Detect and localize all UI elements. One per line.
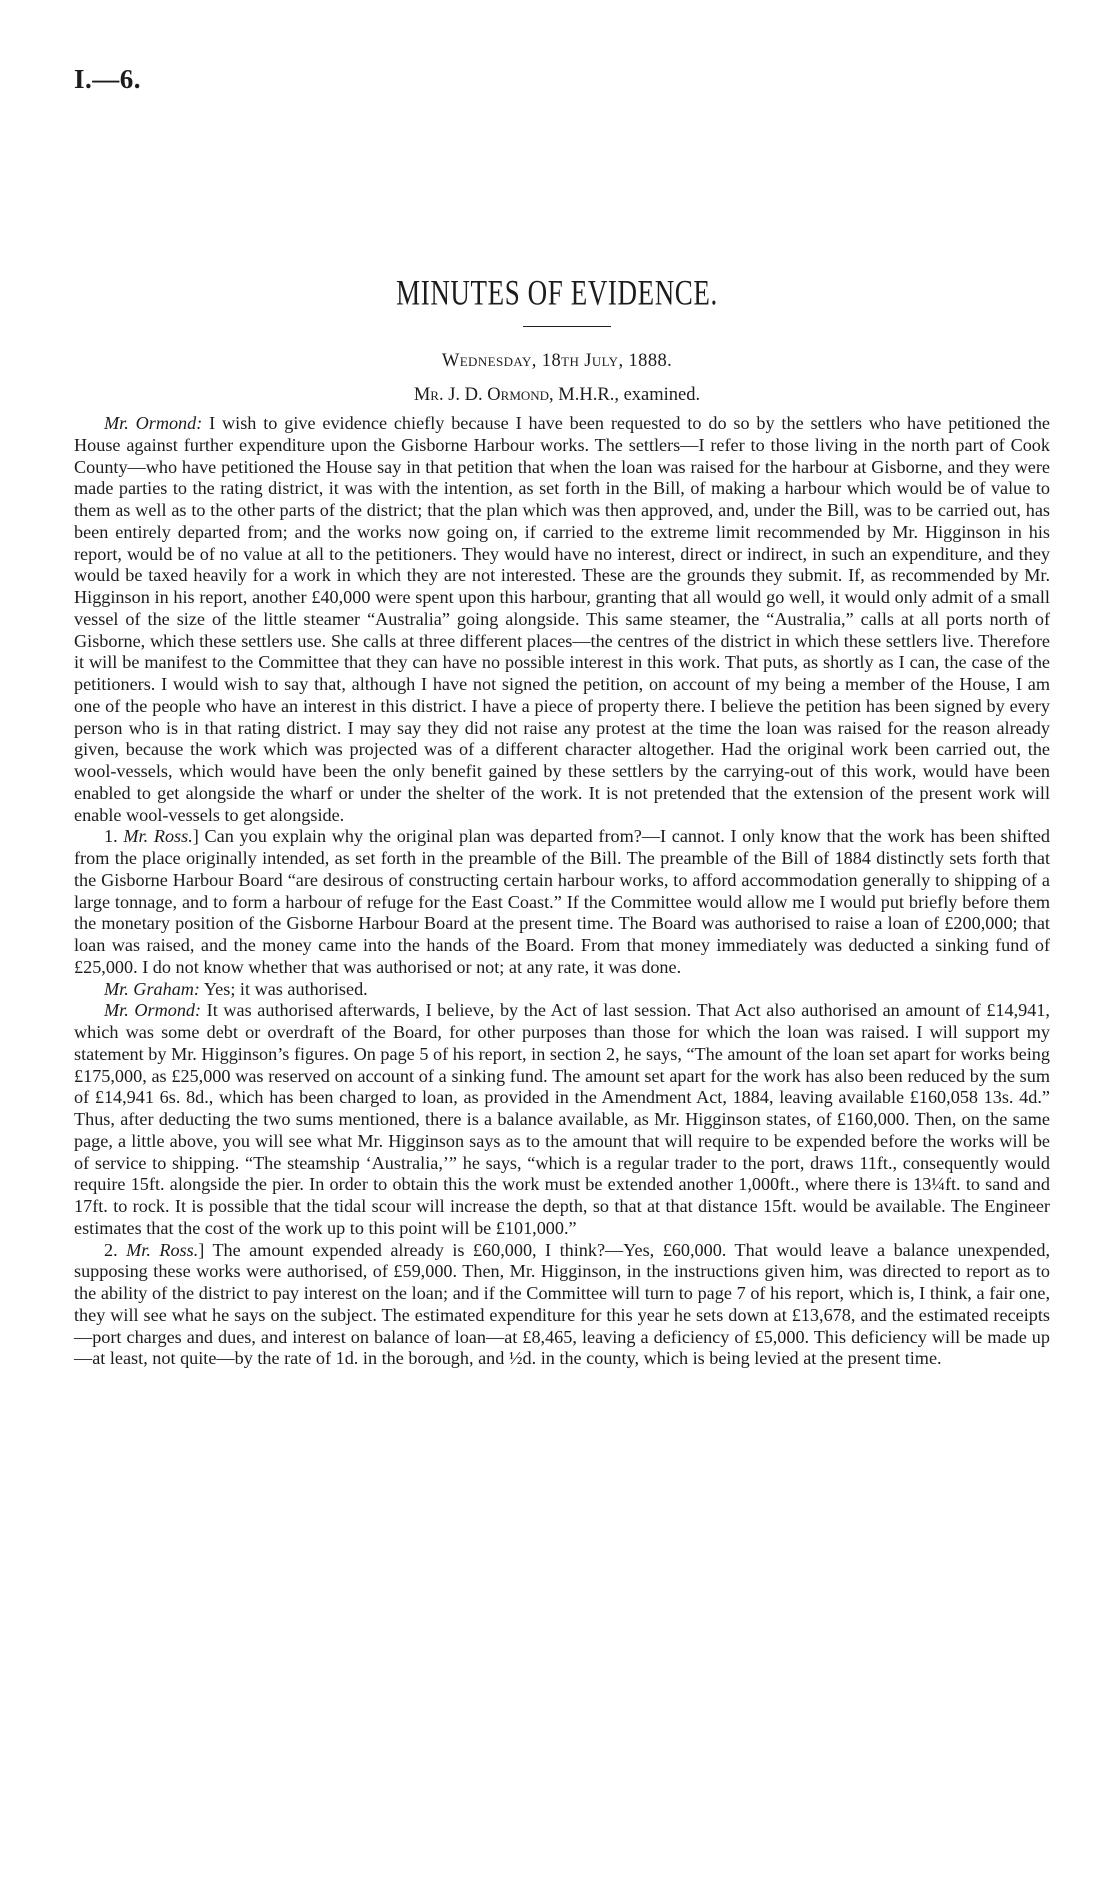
witness-status: examined. <box>623 385 701 405</box>
evidence-paragraph <box>74 1000 1050 1239</box>
speaker-name: Mr. Graham: <box>104 978 200 999</box>
evidence-paragraph <box>74 826 1050 978</box>
paragraph-text: Yes; it was authorised. <box>200 978 368 999</box>
speaker-name: Mr. Ormond: <box>104 413 203 433</box>
witness-line <box>0 385 1114 406</box>
speaker-name: Mr. Ross. <box>126 1239 199 1260</box>
speaker-name: Mr. Ross. <box>123 826 193 847</box>
title-divider <box>523 326 611 327</box>
evidence-paragraph <box>74 979 1050 1001</box>
evidence-body <box>74 413 1050 1370</box>
evidence-paragraph <box>74 1240 1050 1371</box>
session-date: Wednesday, 18th July, 1888. <box>441 351 673 371</box>
question-number: 1. <box>104 826 124 847</box>
question-number: 2. <box>104 1239 127 1260</box>
paragraph-text: I wish to give evidence chiefly because I have been requested to do so by the settlers who have petitioned the House against further expenditure upon the Gisborne Harbour works. The settlers—I refer to those living in the north part of Cook County—who have petitioned the House say in that petition that when the loan was raised for the harbour at Gisborne, and they were made parties to the rating district, it was with the intention, as set forth in the Bill, of making a harbour which would be of value to them as well as to the other parts of the district; that the plan which was then approved, and, under the Bill, was to be carried out, has been entirely departed from; and the works now going on, if carried to the extreme limit recommended by Mr. Higginson in his report, would be of no value at all to the petitioners. They would have no interest, direct or indirect, in such an expenditure, and they would be taxed heavily for a work in which they are not interested. These are the grounds they submit. If, as recommended by Mr. Higginson in his report, another £40,000 were spent upon this harbour, granting that all would go well, it would only admit of a small vessel of the size of the little steamer “Australia” going alongside. This same steamer, the “Australia,” calls at all ports north of Gisborne, which these settlers use. She calls at three different places—the centres of the district in which these settlers live. Therefore it will be manifest to the Committee that they can have no possible interest in this work. That puts, as shortly as I can, the case of the petitioners. I would wish to say that, although I have not signed the petition, on account of my being a member of the House, I am one of the people who have an interest in this district. I have a piece of property there. I believe the petition has been signed by every person who is in that rating district. I may say they did not raise any protest at the time the loan was raised for the reason already given, because the work which was projected was of a different character altogether. Had the original work been carried out, the wool-vessels, which would have been the only benefit gained by these settlers by the carrying-out of this work, would have been enabled to get alongside the wharf or under the shelter of the work. It is not pretended that the extension of the present work will enable wool-vessels to get alongside. <box>74 413 1050 825</box>
page-number: I.—6. <box>74 64 142 94</box>
witness-name: Mr. J. D. Ormond, M.H.R., <box>413 385 619 405</box>
paragraph-text: ] The amount expended already is £60,000, I think?—Yes, £60,000. That would leave a balance unexpended, supposing these works were authorised, of £59,000. Then, Mr. Higginson, in the instructions given him, was directed to report as to the ability of the district to pay interest on the loan; and if the Committee will turn to page 7 of his report, which is, I think, a fair one, they will see what he says on the subject. The estimated expenditure for this year he sets down at £13,678, and the estimated receipts—port charges and dues, and interest on balance of loan—at £8,465, leaving a deficiency of £5,000. This deficiency will be made up—at least, not quite—by the rate of 1d. in the borough, and ½d. in the county, which is being levied at the present time. <box>74 1239 1050 1369</box>
evidence-paragraph <box>74 413 1050 826</box>
paragraph-text: It was authorised afterwards, I believe, by the Act of last session. That Act also authorised an amount of £14,941, which was some debt or overdraft of the Board, for other purposes than those for which the loan was raised. I will support my statement by Mr. Higginson’s figures. On page 5 of his report, in section 2, he says, “The amount of the loan set apart for works being £175,000, as £25,000 was reserved on account of a sinking fund. The amount set apart for the work has also been reduced by the sum of £14,941 6s. 8d., which has been charged to loan, as provided in the Amendment Act, 1884, leaving available £160,058 13s. 4d.” Thus, after deducting the two sums mentioned, there is a balance available, as Mr. Higginson states, of £160,000. Then, on the same page, a little above, you will see what Mr. Higginson says as to the amount that will require to be expended before the works will be of service to shipping. “The steamship ‘Australia,’” he says, “which is a regular trader to the port, draws 11ft., consequently would require 15ft. alongside the pier. In order to obtain this the work must be extended another 1,000ft., where there is 13¼ft. to sand and 17ft. to rock. It is possible that the tidal scour will increase the depth, so that at that distance 15ft. would be available. The Engineer estimates that the cost of the work up to this point will be £101,000.” <box>74 1000 1050 1238</box>
paragraph-text: ] Can you explain why the original plan was departed from?—I cannot. I only know that the work has been shifted from the place originally intended, as set forth in the preamble of the Bill. The preamble of the Bill of 1884 distinctly sets forth that the Gisborne Harbour Board “are desirous of constructing certain harbour works, to afford accommodation generally to shipping of a large tonnage, and to form a harbour of refuge for the East Coast.” If the Committee would allow me I would put briefly before them the monetary position of the Gisborne Harbour Board at the present time. The Board was authorised to raise a loan of £200,000; that loan was raised, and the money came into the hands of the Board. From that money immediately was deducted a sinking fund of £25,000. I do not know whether that was authorised or not; at any rate, it was done. <box>74 826 1051 977</box>
speaker-name: Mr. Ormond: <box>104 1000 202 1021</box>
page-title: MINUTES OF EVIDENCE. <box>396 272 718 313</box>
